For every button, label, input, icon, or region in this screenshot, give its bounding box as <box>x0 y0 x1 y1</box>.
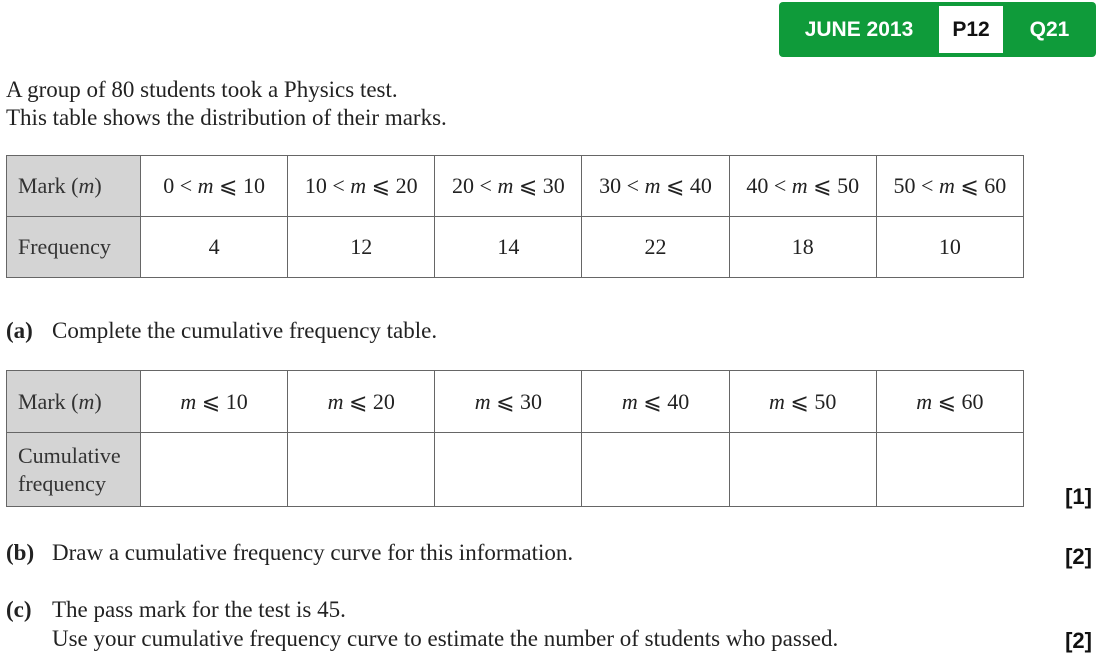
frequency-cell: 14 <box>435 217 582 278</box>
bound-row <box>7 371 1024 433</box>
frequency-cell: 22 <box>582 217 729 278</box>
paper-number: P12 <box>939 6 1003 53</box>
cumulative-answer-cell[interactable] <box>141 433 288 507</box>
cumulative-answer-cell[interactable] <box>729 433 876 507</box>
part-c-label: (c) <box>6 597 32 622</box>
frequency-cell: 10 <box>876 217 1023 278</box>
cumulative-answer-cell[interactable] <box>582 433 729 507</box>
frequency-cell: 4 <box>141 217 288 278</box>
frequency-cell: 18 <box>729 217 876 278</box>
part-b-label: (b) <box>6 540 35 565</box>
interval-cell: 50 < m ⩽ 60 <box>876 156 1023 217</box>
bound-cell: m ⩽ 40 <box>582 371 729 433</box>
interval-cell: 30 < m ⩽ 40 <box>582 156 729 217</box>
part-c-line-2: Use your cumulative frequency curve to estimate the number of students who passed. <box>52 626 839 651</box>
interval-cell: 10 < m ⩽ 20 <box>288 156 435 217</box>
part-b-text: Draw a cumulative frequency curve for this information. <box>52 540 574 565</box>
cumulative-answer-cell[interactable] <box>876 433 1023 507</box>
part-a-label: (a) <box>6 318 33 343</box>
part-a-marks: [1] <box>1065 484 1092 509</box>
frequency-cell: 12 <box>288 217 435 278</box>
interval-cell: 0 < m ⩽ 10 <box>141 156 288 217</box>
cumulative-row-header: Cumulative frequency <box>7 433 141 507</box>
bound-cell: m ⩽ 50 <box>729 371 876 433</box>
cumulative-answer-cell[interactable] <box>288 433 435 507</box>
question-number: Q21 <box>1029 17 1070 41</box>
question-intro <box>6 76 447 132</box>
bound-cell: m ⩽ 60 <box>876 371 1023 433</box>
part-b-marks: [2] <box>1065 544 1092 569</box>
part-c <box>6 595 838 653</box>
mark-row-header: Mark (m) <box>7 156 141 217</box>
part-a-text: Complete the cumulative frequency table. <box>52 318 438 343</box>
part-c-line-1: The pass mark for the test is 45. <box>52 597 346 622</box>
interval-cell: 40 < m ⩽ 50 <box>729 156 876 217</box>
mark-row <box>7 156 1024 217</box>
cumulative-row <box>7 433 1024 507</box>
interval-cell: 20 < m ⩽ 30 <box>435 156 582 217</box>
part-c-marks: [2] <box>1065 628 1092 653</box>
intro-line-1: A group of 80 students took a Physics test. <box>6 77 398 102</box>
intro-line-2: This table shows the distribution of their marks. <box>6 105 447 130</box>
cumulative-answer-cell[interactable] <box>435 433 582 507</box>
bound-row-header: Mark (m) <box>7 371 141 433</box>
bound-cell: m ⩽ 20 <box>288 371 435 433</box>
frequency-table <box>6 155 1024 278</box>
frequency-row <box>7 217 1024 278</box>
exam-reference-badge <box>779 2 1096 57</box>
bound-cell: m ⩽ 10 <box>141 371 288 433</box>
cumulative-frequency-table <box>6 370 1024 507</box>
exam-date: JUNE 2013 <box>804 17 914 41</box>
part-b <box>6 538 573 567</box>
bound-cell: m ⩽ 30 <box>435 371 582 433</box>
frequency-row-header: Frequency <box>7 217 141 278</box>
part-a <box>6 316 437 345</box>
